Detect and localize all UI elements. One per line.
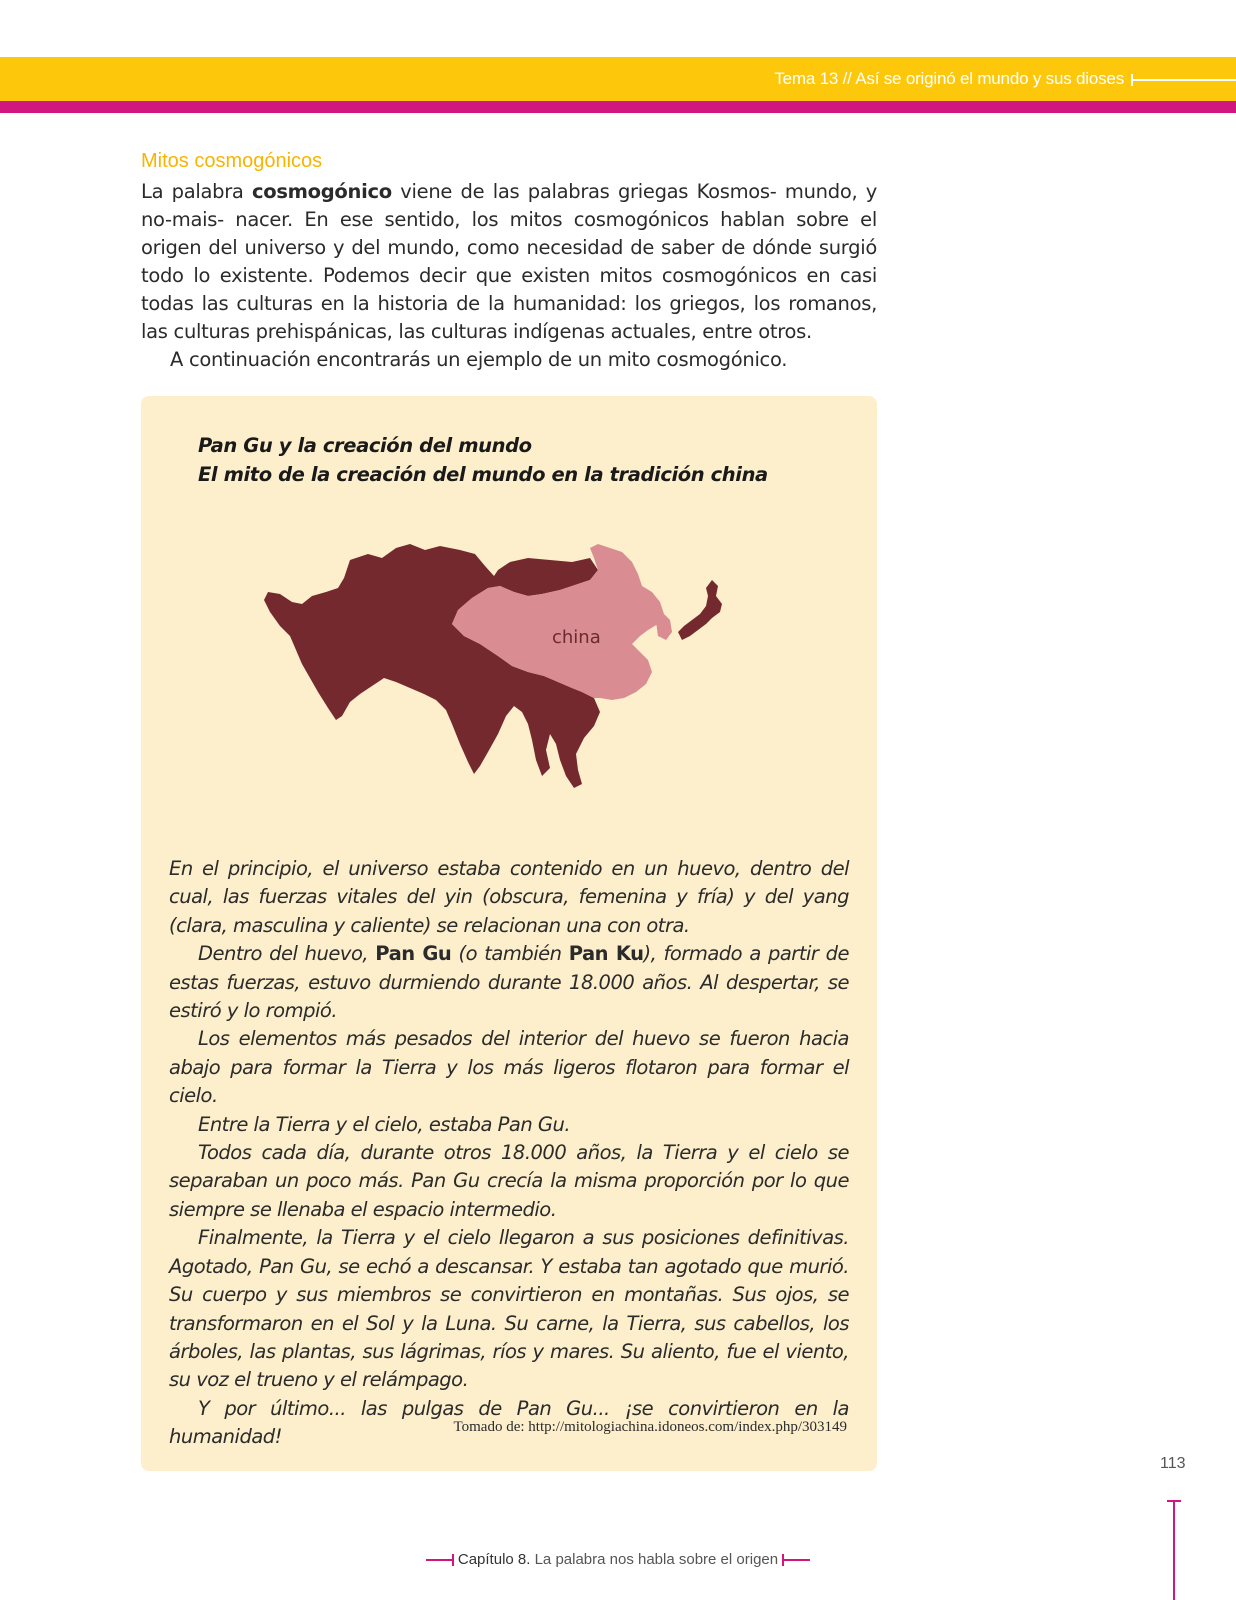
- footer-chapter-title: La palabra nos habla sobre el origen: [530, 1551, 779, 1568]
- side-rule: [1173, 1500, 1175, 1600]
- intro-paragraph-2: A continuación encontrarás un ejemplo de un mito cosmogónico.: [170, 348, 788, 371]
- footer: [0, 1551, 1236, 1568]
- story-source: Tomado de: http://mitologiachina.idoneos.com/index.php/303149: [453, 1419, 847, 1435]
- story-paragraph-6: Finalmente, la Tierra y el cielo llegaron a sus posiciones definitivas. Agotado, Pan Gu, se echó a descansar. Y estaba tan agotado que murió. Su cuerpo y sus miembros se convirtieron en montañas. Sus ojos, se transformaron en el Sol y la Luna. Su carne, la Tierra, sus cabellos, los árboles, las plantas, sus lágrimas, ríos y mares. Su aliento, fue el viento, su voz el trueno y el relámpago.: [169, 1226, 849, 1392]
- asia-map: [260, 540, 760, 800]
- intro-paragraph-1: [141, 178, 877, 346]
- header-band-magenta: [0, 101, 1236, 113]
- story-paragraph-3: Los elementos más pesados del interior del huevo se fueron hacia abajo para formar la Tierra y los más ligeros flotaron para formar el cielo.: [169, 1027, 849, 1108]
- story-name-pan-gu: Pan Gu: [375, 942, 452, 966]
- asia-map-svg: [260, 540, 760, 800]
- story-p2-part: ), formado a partir de estas fuerzas, estuvo durmiendo durante 18.000 años. Al despertar, se estiró y lo rompió.: [169, 942, 849, 1023]
- story-subtitle: El mito de la creación del mundo en la tradición china: [198, 463, 768, 486]
- intro-bold-term: cosmogónico: [252, 180, 392, 203]
- story-title: Pan Gu y la creación del mundo: [198, 434, 532, 457]
- story-name-pan-ku: Pan Ku: [568, 942, 644, 966]
- section-title: Mitos cosmogónicos: [141, 150, 323, 172]
- story-paragraph-1: En el principio, el universo estaba contenido en un huevo, dentro del cual, las fuerzas vitales del yin (obscura, femenina y fría) y del yang (clara, masculina y caliente) se relacionan una con otra.: [169, 857, 849, 937]
- page-number: 113: [1160, 1455, 1186, 1472]
- footer-rule-left: [426, 1559, 454, 1561]
- intro-text-rest: viene de las palabras griegas Kosmos- mundo, y no-mais- nacer. En ese sentido, los mitos cosmogónicos hablan sobre el origen del universo y del mundo, como necesidad de saber de dónde surgió todo lo existente. Podemos decir que existen mitos cosmogónicos en casi todas las culturas en la historia de la humanidad: los griegos, los romanos, las culturas prehispánicas, las culturas indígenas actuales, entre otros.: [141, 180, 878, 343]
- story-paragraph-4: Entre la Tierra y el cielo, estaba Pan Gu.: [198, 1112, 571, 1136]
- story-paragraph-2: [169, 940, 849, 1025]
- header-rule: [1133, 79, 1236, 81]
- story-paragraph-5: Todos cada día, durante otros 18.000 años, la Tierra y el cielo se separaban un poco más. Pan Gu crecía la misma proporción por lo que siempre se llenaba el espacio intermedio.: [169, 1141, 849, 1221]
- header-title: Tema 13 // Así se originó el mundo y sus dioses: [774, 69, 1124, 88]
- map-label-china: china: [552, 627, 601, 648]
- story-heading: [198, 431, 768, 489]
- story-p2-part: Dentro del huevo,: [198, 942, 376, 966]
- story-text: [169, 855, 849, 1452]
- story-p2-part: (o también: [451, 942, 569, 966]
- footer-rule-right: [782, 1559, 810, 1561]
- story-paragraph-7: Y por último... las pulgas de Pan Gu... ¡se convirtieron en la humanidad!: [169, 1396, 849, 1449]
- intro-text: [141, 178, 877, 374]
- footer-chapter-label: Capítulo 8.: [457, 1551, 531, 1568]
- map-region-japan: [678, 580, 722, 640]
- intro-text-start: La palabra: [141, 180, 252, 203]
